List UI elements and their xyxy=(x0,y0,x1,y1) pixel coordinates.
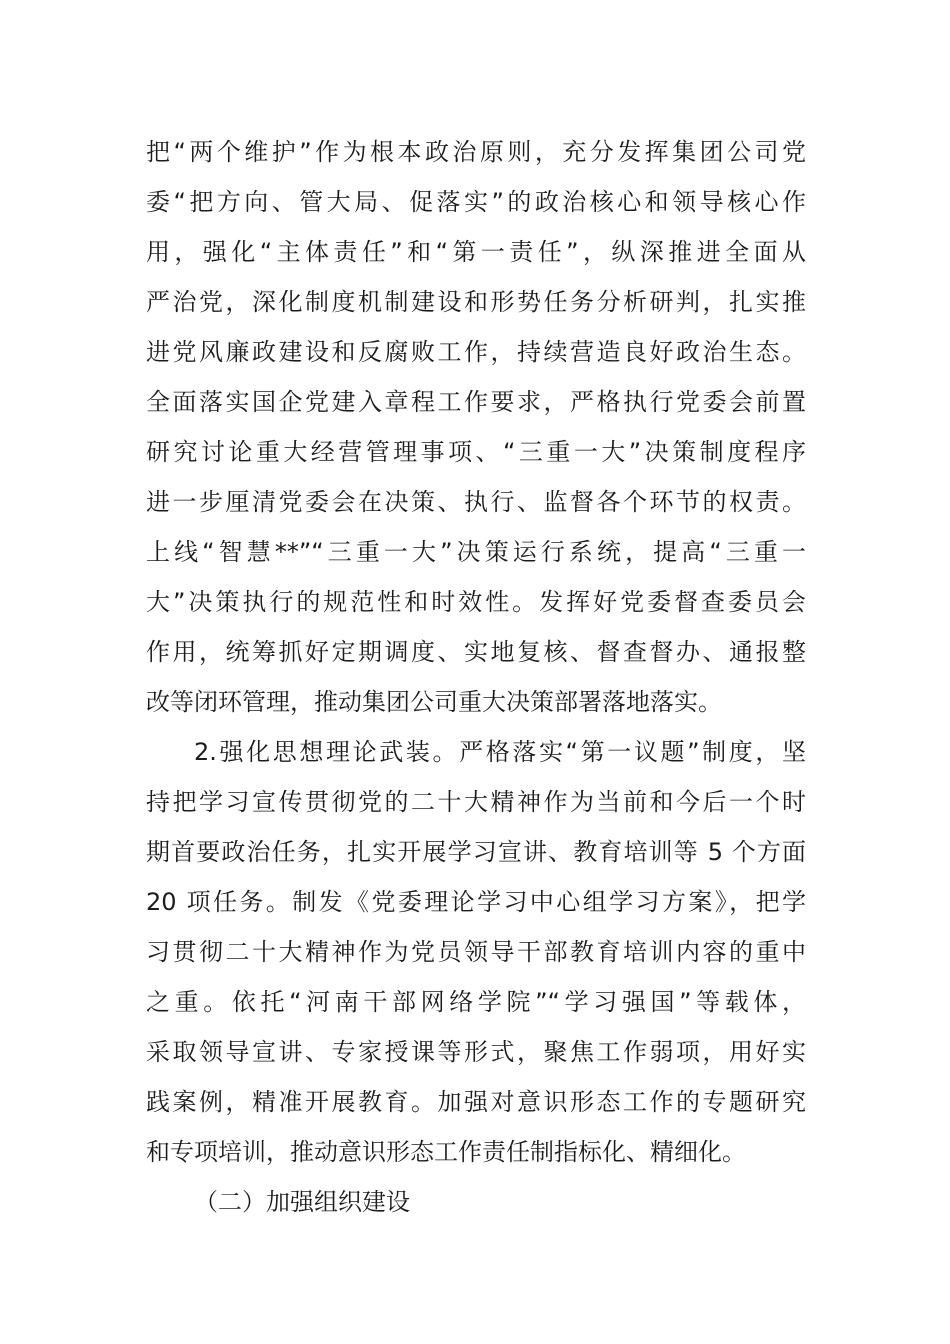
paragraph-1-line-10: 大”决策执行的规范性和时效性。发挥好党委督查委员会 xyxy=(146,588,806,616)
paragraph-2-line-2: 持把学习宣传贯彻党的二十大精神作为当前和今后一个时 xyxy=(146,788,806,816)
section-heading: （二）加强组织建设 xyxy=(194,1188,410,1216)
paragraph-1-line-8: 进一步厘清党委会在决策、执行、监督各个环节的权责。 xyxy=(146,488,806,516)
paragraph-2-line-9: 和专项培训，推动意识形态工作责任制指标化、精细化。 xyxy=(146,1138,746,1166)
paragraph-1-line-6: 全面落实国企党建入章程工作要求，严格执行党委会前置 xyxy=(146,388,806,416)
paragraph-1-line-4: 严治党，深化制度机制建设和形势任务分析研判，扎实推 xyxy=(146,288,806,316)
paragraph-2-line-1: 2.强化思想理论武装。严格落实“第一议题”制度，坚 xyxy=(194,738,806,766)
paragraph-2-line-6: 之重。依托“河南干部网络学院”“学习强国”等载体， xyxy=(146,988,806,1016)
paragraph-1-line-11: 作用，统筹抓好定期调度、实地复核、督查督办、通报整 xyxy=(146,638,806,666)
paragraph-2-line-5: 习贯彻二十大精神作为党员领导干部教育培训内容的重中 xyxy=(146,938,806,966)
paragraph-1-line-1: 把“两个维护”作为根本政治原则，充分发挥集团公司党 xyxy=(146,138,806,166)
paragraph-2-line-3: 期首要政治任务，扎实开展学习宣讲、教育培训等 5 个方面 xyxy=(146,838,806,866)
paragraph-1-line-12: 改等闭环管理，推动集团公司重大决策部署落地落实。 xyxy=(146,688,722,716)
paragraph-1-line-3: 用，强化“主体责任”和“第一责任”，纵深推进全面从 xyxy=(146,238,806,266)
paragraph-1-line-7: 研究讨论重大经营管理事项、“三重一大”决策制度程序 xyxy=(146,438,806,466)
paragraph-2-line-8: 践案例，精准开展教育。加强对意识形态工作的专题研究 xyxy=(146,1088,806,1116)
paragraph-2-line-4: 20 项任务。制发《党委理论学习中心组学习方案》，把学 xyxy=(146,888,806,916)
paragraph-1-line-5: 进党风廉政建设和反腐败工作，持续营造良好政治生态。 xyxy=(146,338,806,366)
paragraph-1-line-9: 上线“智慧**”“三重一大”决策运行系统，提高“三重一 xyxy=(146,538,806,566)
paragraph-2-line-7: 采取领导宣讲、专家授课等形式，聚焦工作弱项，用好实 xyxy=(146,1038,806,1066)
paragraph-1-line-2: 委“把方向、管大局、促落实”的政治核心和领导核心作 xyxy=(146,188,806,216)
